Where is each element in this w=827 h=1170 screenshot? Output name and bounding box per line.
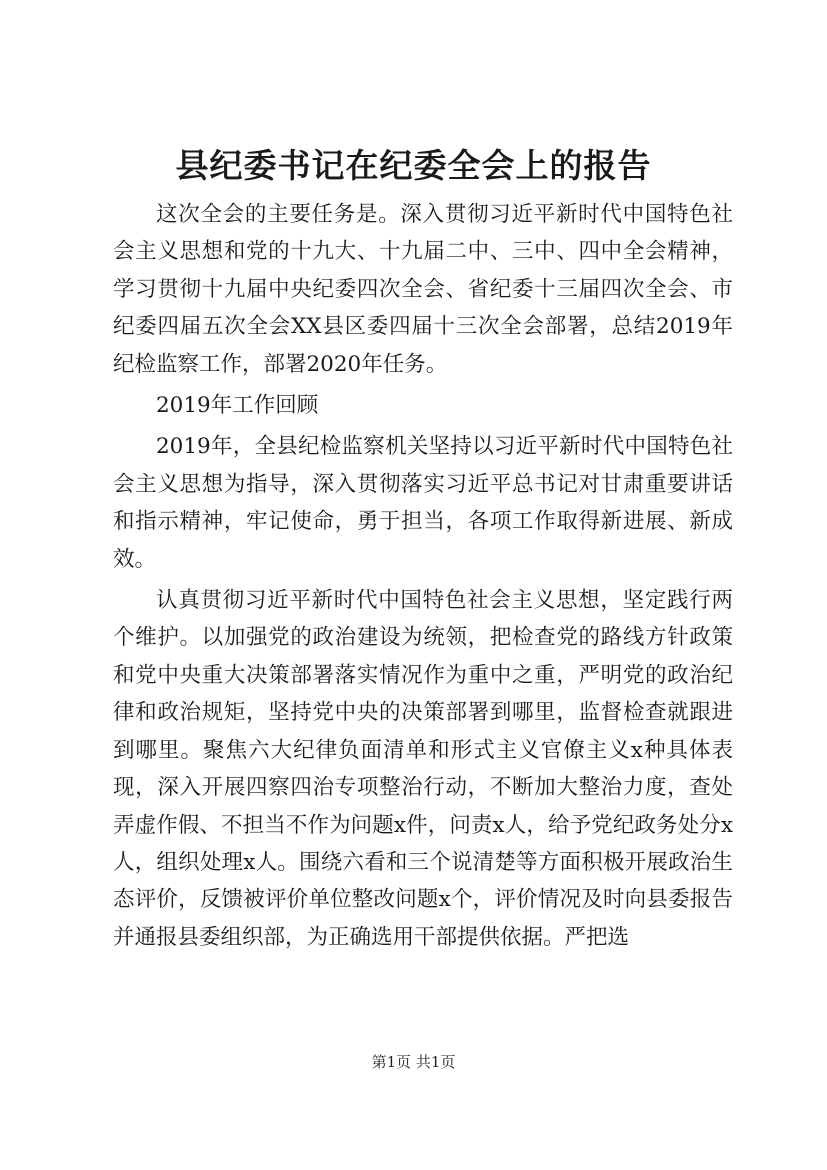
page-footer: 第1页 共1页 bbox=[371, 1053, 456, 1071]
document-body bbox=[113, 196, 733, 960]
document-title: 县纪委书记在纪委全会上的报告 bbox=[175, 146, 652, 185]
section-heading: 2019年工作回顾 bbox=[156, 393, 319, 419]
paragraph-thought: 认真贯彻习近平新时代中国特色社会主义思想，坚定践行两个维护。以加强党的政治建设为统领，把检查党的路线方针政策和党中央重大决策部署落实情况作为重中之重，严明党的政治纪律和政治规矩，坚持党中央的决策部署到哪里，监督检查就跟进到哪里。聚焦六大纪律负面清单和形式主义官僚主义x种具体表现，深入开展四察四治专项整治行动，不断加大整治力度，查处弄虚作假、不担当不作为问题x件，问责x人，给予党纪政务处分x人，组织处理x人。围绕六看和三个说清楚等方面积极开展政治生态评价，反馈被评价单位整改问题x个，评价情况及时向县委报告并通报县委组织部，为正确选用干部提供依据。严把选 bbox=[113, 588, 733, 950]
paragraph-intro: 这次全会的主要任务是。深入贯彻习近平新时代中国特色社会主义思想和党的十九大、十九届二中、三中、四中全会精神，学习贯彻十九届中央纪委四次全会、省纪委十三届四次全会、市纪委四届五次全会XX县区委四届十三次全会部署，总结2019年纪检监察工作，部署2020年任务。 bbox=[113, 202, 733, 377]
paragraph-review: 2019年，全县纪检监察机关坚持以习近平新时代中国特色社会主义思想为指导，深入贯彻落实习近平总书记对甘肃重要讲话和指示精神，牢记使命，勇于担当，各项工作取得新进展、新成效。 bbox=[113, 434, 733, 572]
